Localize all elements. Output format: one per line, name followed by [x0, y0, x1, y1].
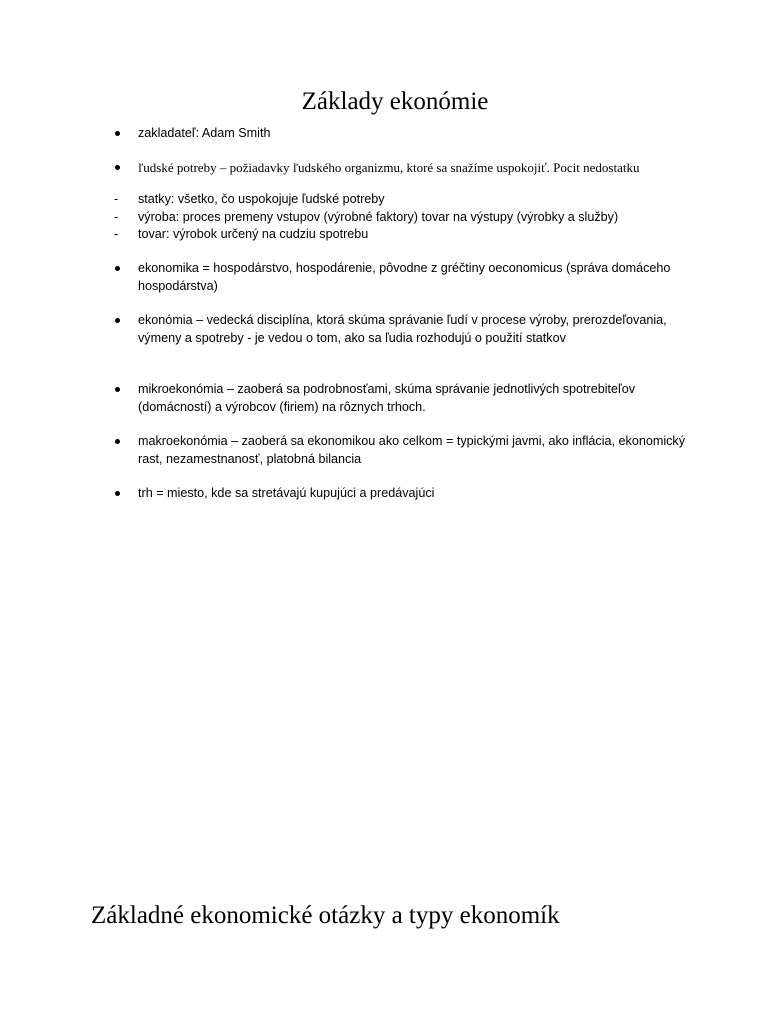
section-heading: Základné ekonomické otázky a typy ekonomík: [91, 902, 560, 929]
list-item-text: výroba: proces premeny vstupov (výrobné faktory) tovar na výstupy (výrobky a služby): [138, 209, 619, 224]
list-item-microeconomics: [114, 381, 694, 416]
dash-marker: -: [114, 192, 119, 206]
dash-marker: -: [114, 227, 119, 241]
list-item-economy: [114, 260, 694, 295]
list-item-goods: [114, 191, 694, 209]
list-item-text: zakladateľ: Adam Smith: [138, 126, 271, 140]
page-title: Základy ekonómie: [301, 88, 489, 115]
list-item-text: ekonomika = hospodárstvo, hospodárenie, pôvodne z gréčtiny oeconomicus (správa domáceho hospodárstva): [138, 261, 671, 293]
list-item-text: ekonómia – vedecká disciplína, ktorá skúma správanie ľudí v procese výroby, prerozdeľovania, výmeny a spotreby - je vedou o tom, ako sa ľudia rozhodujú o použití statkov: [138, 313, 667, 345]
list-item-text: statky: všetko, čo uspokojuje ľudské potreby: [138, 192, 385, 206]
list-item-text: tovar: výrobok určený na cudziu spotrebu: [138, 227, 369, 241]
dash-marker: -: [114, 209, 119, 224]
list-item-market: [114, 485, 694, 503]
list-item-text: trh = miesto, kde sa stretávajú kupujúci a predávajúci: [138, 486, 435, 500]
list-item-macroeconomics: [114, 433, 694, 468]
list-item-text: ľudské potreby – požiadavky ľudského organizmu, ktoré sa snažíme uspokojiť. Pocit nedostatku: [138, 160, 640, 175]
list-item-economics: [114, 312, 694, 347]
list-item-text: makroekonómia – zaoberá sa ekonomikou ako celkom = typickými javmi, ako inflácia, ekonomický rast, nezamestnanosť, platobná bilancia: [138, 434, 686, 466]
list-item-founder: [114, 125, 694, 143]
list-item-production: [114, 209, 694, 227]
list-item-commodity: [114, 226, 694, 244]
list-item-text: mikroekonómia – zaoberá sa podrobnosťami, skúma správanie jednotlivých spotrebiteľov (domácností) a výrobcov (firiem) na rôznych trhoch.: [138, 382, 636, 414]
list-item-human-needs: [114, 160, 694, 176]
